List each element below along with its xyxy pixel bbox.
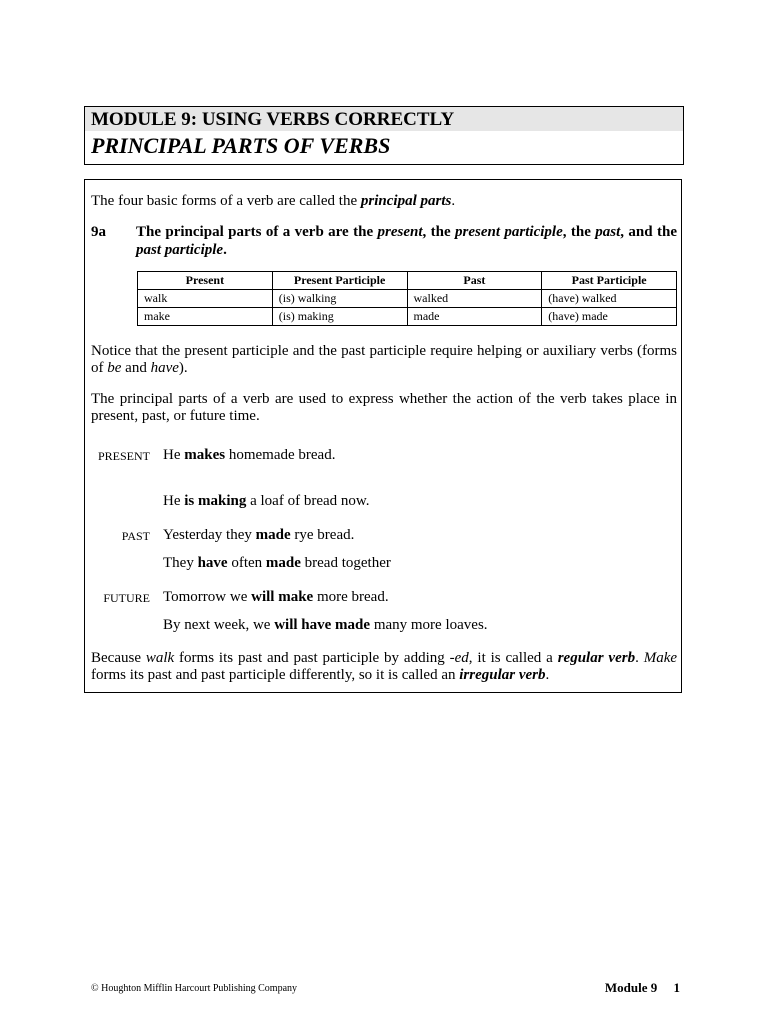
example-present-1: [163, 446, 335, 464]
example-text: He: [163, 493, 185, 509]
rule-text-1: The principal parts of a verb are the: [136, 224, 378, 240]
example-text: Yesterday they: [163, 527, 256, 543]
intro-end: .: [451, 193, 456, 209]
table-cell: walk: [138, 290, 273, 308]
closing-text: .: [545, 667, 550, 683]
table-cell: (is) making: [272, 308, 407, 326]
rule-statement: [136, 223, 677, 259]
rule-term-past-participle: past participle: [136, 242, 224, 258]
closing-term-irregular-verb: irregular verb: [459, 667, 546, 683]
future-label: FUTURE: [103, 591, 150, 605]
closing-term-walk: walk: [145, 650, 175, 666]
module-title: MODULE 9: USING VERBS CORRECTLY: [85, 107, 683, 131]
closing-term-ed: ed: [454, 650, 469, 666]
example-text: a loaf of bread now.: [246, 493, 370, 509]
rule-text-4: , and the: [620, 224, 678, 240]
principal-parts-table: [137, 271, 677, 326]
example-text: Tomorrow we: [163, 589, 252, 605]
table-cell: (have) made: [542, 308, 677, 326]
example-future-1: [163, 588, 389, 606]
rule-text-3: , the: [562, 224, 596, 240]
present-label: PRESENT: [97, 449, 150, 463]
closing-term-regular-verb: regular verb: [557, 650, 636, 666]
notice-text-3: ).: [178, 360, 188, 376]
usage-paragraph: The principal parts of a verb are used to express whether the action of the verb takes place in present, past, or future time.: [91, 391, 677, 424]
example-text: He: [163, 447, 185, 463]
table-cell: made: [407, 308, 542, 326]
table-cell: (is) walking: [272, 290, 407, 308]
example-text: rye bread.: [290, 527, 355, 543]
notice-text-2: and: [121, 360, 151, 376]
copyright-footer: © Houghton Mifflin Harcourt Publishing Company: [91, 983, 298, 994]
table-cell: make: [138, 308, 273, 326]
intro-paragraph: [91, 192, 677, 210]
example-verb: made: [265, 555, 301, 571]
closing-text: .: [635, 650, 644, 666]
notice-term-have: have: [150, 360, 179, 376]
example-past-2: [163, 554, 391, 572]
example-verb: will make: [251, 589, 314, 605]
closing-text: , it is called a: [468, 650, 558, 666]
example-verb: made: [255, 527, 291, 543]
example-text: By next week, we: [163, 617, 275, 633]
example-text: more bread.: [313, 589, 389, 605]
rule-term-present-participle: present participle: [455, 224, 563, 240]
example-text: homemade bread.: [225, 447, 336, 463]
example-text: often: [227, 555, 266, 571]
intro-text: The four basic forms of a verb are called the: [91, 193, 361, 209]
table-header: Past Participle: [542, 272, 677, 290]
table-cell: (have) walked: [542, 290, 677, 308]
example-present-2: [163, 492, 370, 510]
example-verb: makes: [184, 447, 226, 463]
closing-text: forms its past and past participle by adding -: [174, 650, 455, 666]
table-row: [138, 290, 677, 308]
content-box: [84, 179, 682, 693]
table-header: Past: [407, 272, 542, 290]
closing-text: Because: [91, 650, 146, 666]
notice-paragraph: [91, 343, 677, 377]
table-header: Present: [138, 272, 273, 290]
table-header-row: [138, 272, 677, 290]
past-label: PAST: [121, 529, 150, 543]
notice-term-be: be: [107, 360, 122, 376]
example-verb: will have made: [274, 617, 371, 633]
table-header: Present Participle: [272, 272, 407, 290]
closing-paragraph: [91, 650, 677, 684]
example-verb: have: [197, 555, 228, 571]
example-text: many more loaves.: [370, 617, 488, 633]
example-text: They: [163, 555, 198, 571]
topic-title: PRINCIPAL PARTS OF VERBS: [91, 133, 391, 158]
rule-text-5: .: [223, 242, 227, 258]
example-verb: is making: [184, 493, 247, 509]
table-row: [138, 308, 677, 326]
closing-text: forms its past and past participle differently, so it is called an: [91, 667, 460, 683]
example-future-2: [163, 616, 488, 634]
rule-term-present: present: [377, 224, 423, 240]
title-box: [84, 106, 684, 165]
closing-term-make: Make: [643, 650, 678, 666]
notice-text-1: Notice that the present participle and the past participle require helping or auxiliary verbs (forms of: [91, 343, 677, 376]
intro-term: principal parts: [360, 193, 452, 209]
table-cell: walked: [407, 290, 542, 308]
example-text: bread together: [300, 555, 391, 571]
rule-number: 9a: [91, 224, 106, 240]
example-past-1: [163, 526, 354, 544]
rule-term-past: past: [595, 224, 621, 240]
rule-text-2: , the: [422, 224, 456, 240]
page-number-footer: Module 9 1: [604, 980, 680, 995]
